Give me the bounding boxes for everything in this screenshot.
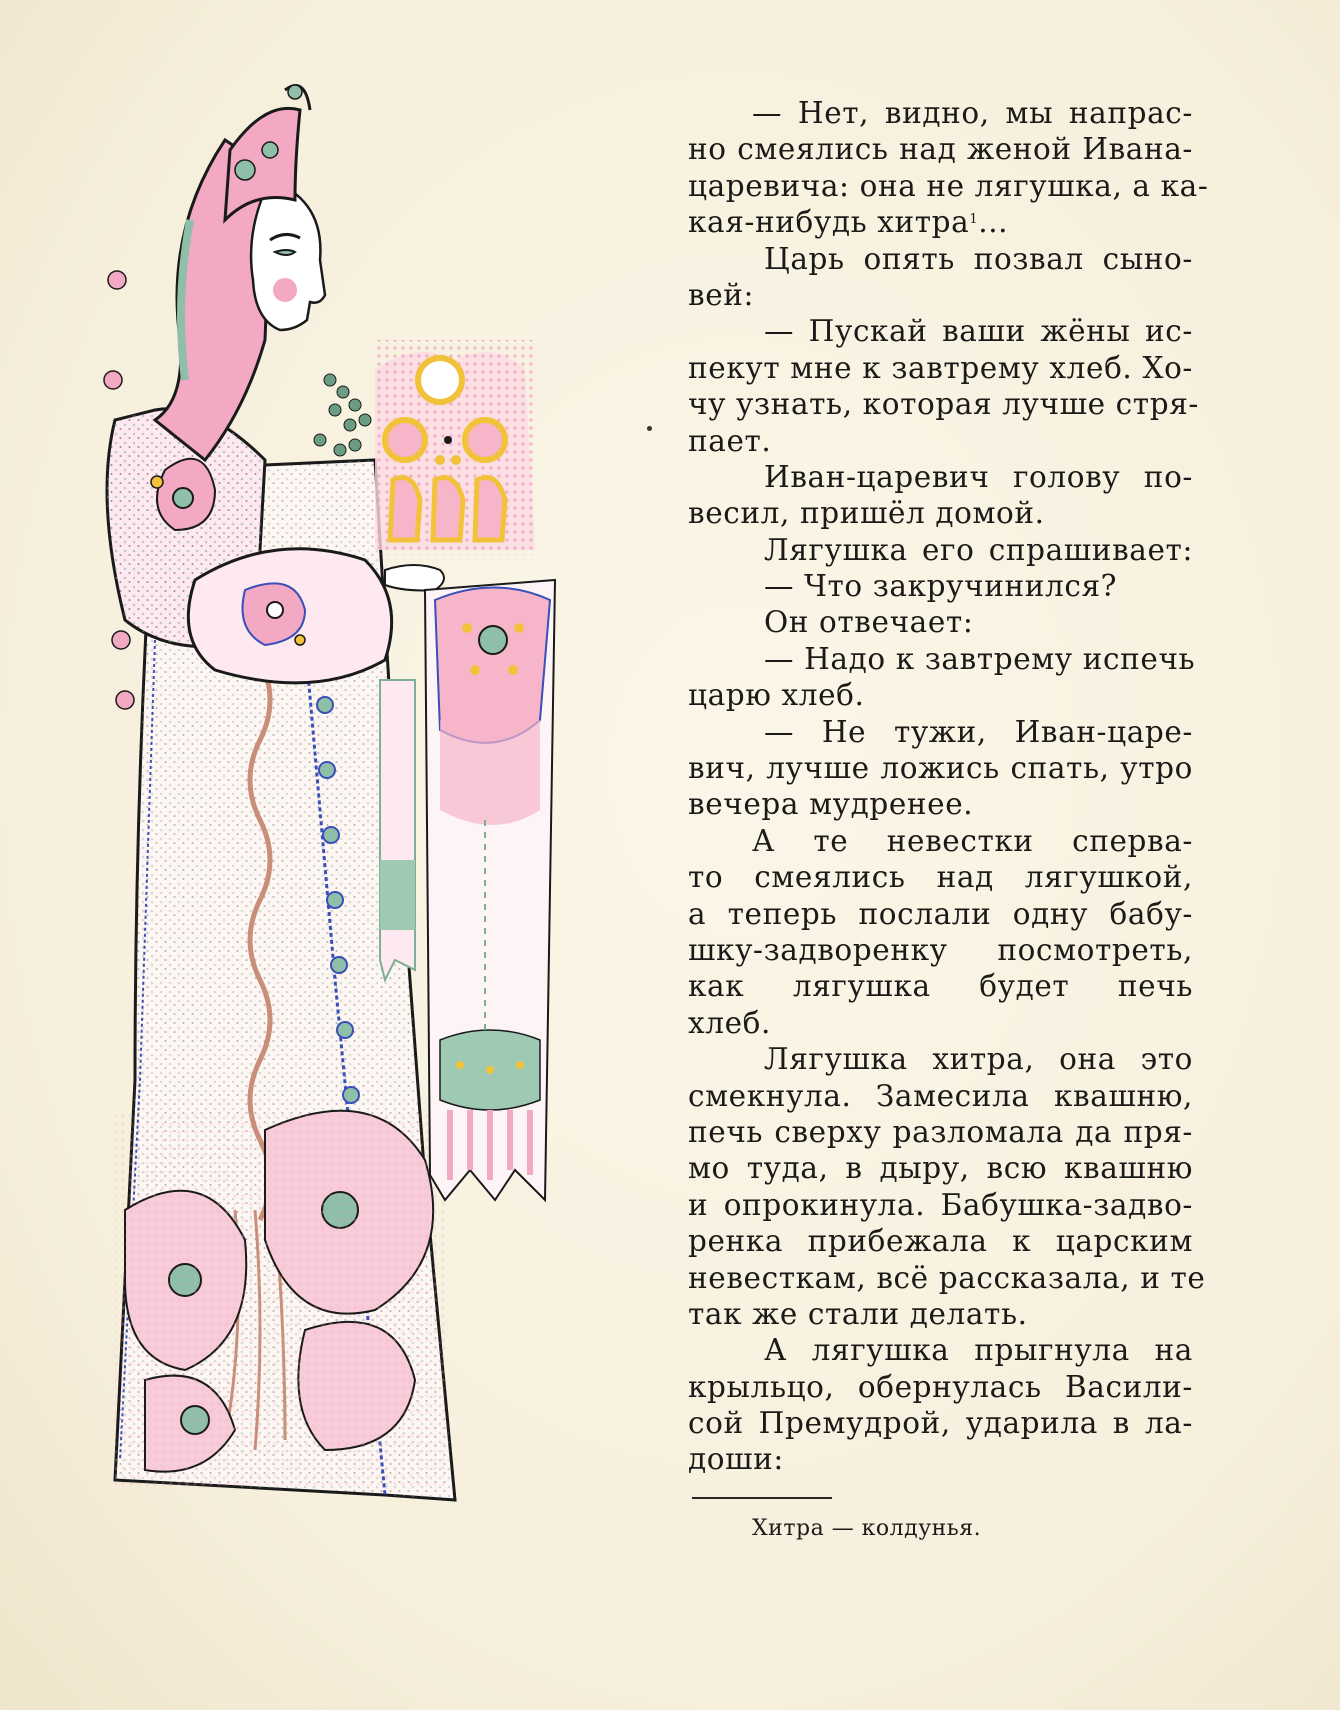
text-line-content: царю хлеб. <box>688 678 865 713</box>
text-line <box>688 241 1193 277</box>
text-line-content: — Что закручинился? <box>764 569 1118 604</box>
text-line <box>688 1296 1193 1332</box>
text-line-content: Лягушка его спрашивает: <box>764 532 1193 567</box>
text-line <box>688 204 1193 240</box>
text-line-content: Он отвечает: <box>764 605 974 640</box>
text-line <box>688 95 1193 131</box>
text-line-content: — Надо к завтрему испечь <box>764 641 1196 676</box>
text-line <box>688 896 1193 932</box>
text-line-content: — Нет, видно, мы напрас- <box>752 96 1193 130</box>
text-line-content: Лягушка хитра, она это <box>764 1042 1193 1077</box>
text-line <box>688 1332 1193 1368</box>
text-line <box>688 313 1193 349</box>
text-line-content: но смеялись над женой Ивана- <box>688 132 1193 167</box>
text-line-content: как лягушка будет печь <box>688 969 1193 1004</box>
text-line <box>688 1041 1193 1077</box>
text-line-content: вич, лучше ложись спать, утро <box>688 751 1193 786</box>
text-line <box>688 968 1193 1004</box>
text-line-content: шку-задворенку посмотреть, <box>688 932 1193 967</box>
text-line <box>688 1260 1206 1296</box>
text-line <box>688 641 1196 677</box>
text-line-content: невесткам, всё рассказала, и те <box>688 1260 1206 1295</box>
text-line <box>688 1405 1193 1441</box>
text-line-content: и опрокинула. Бабушка-задво- <box>688 1187 1193 1222</box>
text-line-content: кая-нибудь хитра <box>688 205 970 240</box>
text-line <box>688 1223 1193 1259</box>
text-line <box>688 459 1193 495</box>
text-line-content: пекут мне к завтрему хлеб. Хо- <box>688 350 1193 385</box>
text-line-content: мо туда, в дыру, всю квашню <box>688 1151 1193 1186</box>
text-line-content: хлеб. <box>688 1005 771 1040</box>
text-line-content: так же стали делать. <box>688 1296 1028 1331</box>
text-line <box>688 386 1199 422</box>
text-line <box>688 714 1193 750</box>
text-line <box>688 604 1193 640</box>
text-line <box>688 495 1193 531</box>
story-text <box>688 95 1209 1478</box>
text-line <box>688 1078 1193 1114</box>
text-line <box>688 932 1193 968</box>
text-line <box>688 1114 1193 1150</box>
text-line-content: А те невестки сперва- <box>752 823 1193 858</box>
text-line <box>688 859 1193 895</box>
text-line-content: сой Премудрой, ударила в ла- <box>688 1406 1193 1441</box>
text-line <box>688 1369 1193 1405</box>
text-line-content: пает. <box>688 423 772 458</box>
text-line-content: вей: <box>688 277 755 312</box>
ellipsis: ... <box>978 205 1009 240</box>
ink-speck <box>647 426 652 431</box>
text-line <box>688 750 1193 786</box>
footnote: Хитра — колдунья. <box>752 1516 982 1541</box>
footnote-marker: 1 <box>969 212 979 228</box>
text-line <box>688 168 1209 204</box>
footnote-rule <box>692 1497 832 1499</box>
text-line-content: весил, пришёл домой. <box>688 496 1045 531</box>
text-line <box>688 1150 1193 1186</box>
text-line <box>688 1187 1193 1223</box>
text-line <box>688 350 1193 386</box>
text-line-content: печь сверху разломала да пря- <box>688 1114 1193 1149</box>
text-line-content: Царь опять позвал сыно- <box>764 241 1193 276</box>
text-line <box>688 131 1193 167</box>
text-line <box>688 1005 1193 1041</box>
text-line-content: царевича: она не лягушка, а ка- <box>688 168 1209 203</box>
text-line-content: крыльцо, обернулась Васили- <box>688 1369 1193 1404</box>
tsarevna-illustration <box>95 80 655 1580</box>
text-line <box>688 423 1193 459</box>
text-line <box>688 823 1193 859</box>
text-line <box>688 786 1193 822</box>
text-line <box>688 568 1193 604</box>
text-line-content: а теперь послали одну бабу- <box>688 896 1193 931</box>
text-line-content: смекнула. Замесила квашню, <box>688 1078 1193 1113</box>
text-line <box>688 277 1193 313</box>
text-line-content: доши: <box>688 1442 784 1477</box>
text-line-content: чу узнать, которая лучше стря- <box>688 387 1199 422</box>
text-line-content: Иван-царевич голову по- <box>764 459 1193 494</box>
text-line-content: А лягушка прыгнула на <box>764 1333 1193 1368</box>
text-line <box>688 532 1193 568</box>
text-line <box>688 1441 1193 1477</box>
text-line-content: вечера мудренее. <box>688 787 974 822</box>
text-line-content: — Не тужи, Иван-царе- <box>764 714 1193 749</box>
text-line-content: ренка прибежала к царским <box>688 1224 1193 1259</box>
text-line <box>688 677 1193 713</box>
text-line-content: то смеялись над лягушкой, <box>688 860 1193 895</box>
text-line-content: — Пускай ваши жёны ис- <box>764 314 1193 349</box>
